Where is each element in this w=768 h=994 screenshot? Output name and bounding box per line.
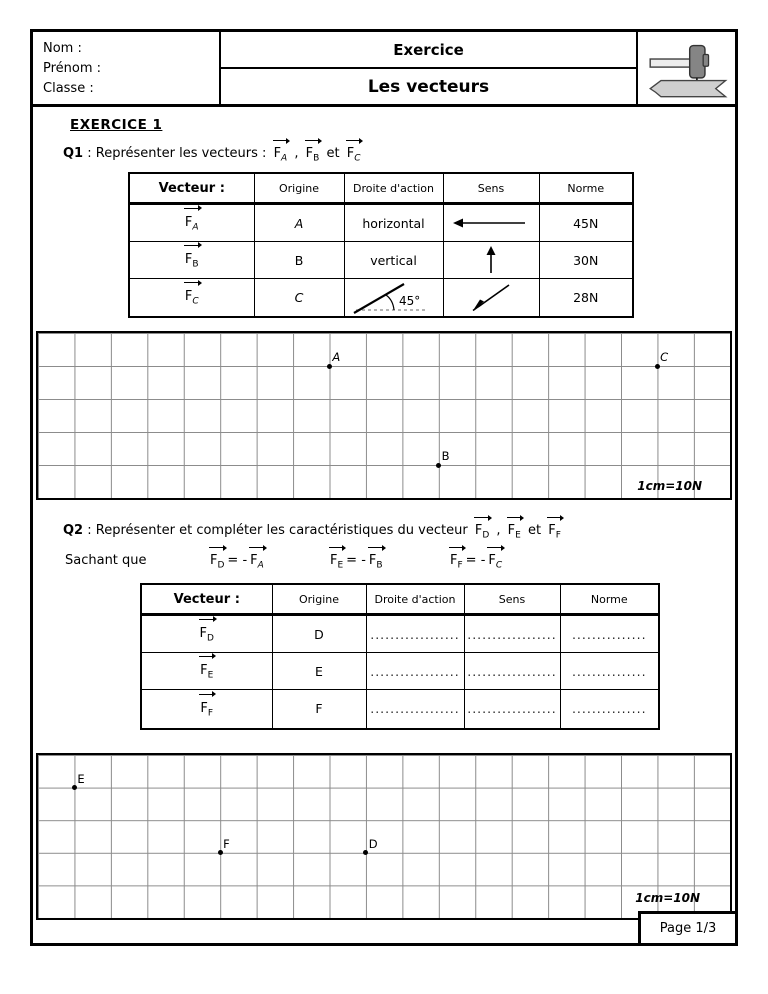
equals-minus: = - [465,553,486,568]
point-dot [327,364,332,369]
logo-cell [638,32,735,104]
exercise-title: EXERCICE 1 [70,117,163,133]
vector-FB: $F_B$ [183,251,201,270]
vector-arrow-icon [199,694,213,695]
vector-FB: $F_B$ [367,553,385,571]
point-label: E [77,771,85,786]
separator: , [496,523,501,538]
sens-blank: .................. [464,615,560,653]
page-number: Page 1/3 [659,921,717,936]
vector-FE: $F_E$ [506,523,523,541]
point-label: A [332,350,341,364]
q2-text: : Représenter et compléter les caractéristiques du vecteur [87,523,468,538]
droite-blank: .................. [366,615,464,653]
vector-FA: $F_A$ [272,146,290,164]
arrow-down-left-icon [469,281,513,313]
col-header-vecteur: Vecteur : [129,173,254,204]
separator: et [527,523,542,538]
droite-value: vertical [344,242,443,279]
equals-minus: = - [227,553,248,568]
col-header-norme: Norme [560,584,659,615]
norme-value: 30N [539,242,633,279]
origine-value: C [254,279,344,317]
vector-arrow-icon [209,547,224,548]
origine-value: F [272,690,366,729]
vector-FD: $F_D$ [198,625,216,644]
droite-value: horizontal [344,204,443,242]
point-dot [655,364,660,369]
point-dot [72,785,77,790]
machine-tool-icon [643,35,731,101]
table-row-FF [141,690,659,729]
table-header-row [141,584,659,615]
vector-arrow-icon [449,547,463,548]
q1-answer-grid [36,331,732,500]
vector-FD: $F_D$ [208,553,226,571]
q1-text: : Représenter les vecteurs : [87,146,267,161]
vector-FF: $F_F$ [546,523,563,541]
title-cell [221,32,638,104]
vector-arrow-icon [487,547,502,548]
arrow-up-icon [484,245,498,275]
q2-table [140,583,660,730]
vector-arrow-icon [273,140,288,141]
arrow-left-icon [451,216,531,230]
vector-arrow-icon [199,619,214,620]
vector-FC: $F_C$ [486,553,504,571]
vector-FA: $F_A$ [183,214,201,233]
name-label: Nom : [43,41,82,56]
vector-arrow-icon [249,547,264,548]
norme-value: 45N [539,204,633,242]
col-header-droite: Droite d'action [344,173,443,204]
col-header-norme: Norme [539,173,633,204]
point-label: D [368,836,378,851]
table-row-FB [129,242,633,279]
worksheet-page [30,29,738,946]
vector-arrow-icon [474,517,489,518]
vector-FE: $F_E$ [328,553,345,571]
q1-table [128,172,634,318]
vector-arrow-icon [507,517,521,518]
table-header-row [129,173,633,204]
class-label: Classe : [43,81,94,96]
page-title: Les vecteurs [367,76,490,97]
q2-label: Q2 [63,523,84,538]
student-info-cell [33,32,221,104]
table-row-FE [141,653,659,690]
sens-cell [443,279,539,317]
vector-FC: $F_C$ [183,288,201,307]
col-header-vecteur: Vecteur : [141,584,272,615]
vector-FF: $F_F$ [448,553,465,571]
header [30,29,738,107]
droite-cell [344,279,443,317]
scale-label: 1cm=10N [635,891,700,905]
table-row-FD [141,615,659,653]
q2-answer-grid [36,753,732,920]
svg-text:45°: 45° [399,294,421,309]
point-label: C [660,350,669,364]
vector-FE: $F_E$ [198,662,215,681]
vector-arrow-icon [346,140,361,141]
origine-value: D [272,615,366,653]
page-number-box [638,911,738,946]
vector-FF: $F_F$ [198,700,215,719]
vector-FB: $F_B$ [304,146,322,164]
vector-arrow-icon [199,656,213,657]
point-dot [436,463,441,468]
separator: , [294,146,299,161]
sachant-label: Sachant que [65,553,147,568]
vector-arrow-icon [547,517,561,518]
sens-cell [443,204,539,242]
scale-label: 1cm=10N [637,479,702,493]
relation-FF [447,553,505,571]
point-label: F [223,836,230,851]
norme-blank: ............... [560,690,659,729]
col-header-droite: Droite d'action [366,584,464,615]
table-row-FC [129,279,633,317]
col-header-sens: Sens [443,173,539,204]
vector-arrow-icon [329,547,343,548]
table-row-FA [129,204,633,242]
vector-FA: $F_A$ [248,553,266,571]
norme-value: 28N [539,279,633,317]
vector-arrow-icon [305,140,320,141]
droite-blank: .................. [366,690,464,729]
point-label: B [441,449,450,463]
q1-label: Q1 [63,146,84,161]
norme-blank: ............... [560,615,659,653]
relation-FE [327,553,386,571]
norme-blank: ............... [560,653,659,690]
q1-instruction [63,146,363,164]
droite-blank: .................. [366,653,464,690]
point-dot [218,850,223,855]
vector-arrow-icon [184,208,199,209]
angle-45-diagram-icon [346,279,441,315]
vector-arrow-icon [368,547,383,548]
q2-instruction [63,523,564,541]
vector-arrow-icon [184,245,199,246]
relation-FD [207,553,267,571]
vector-FC: $F_C$ [345,146,363,164]
point-dot [363,850,368,855]
firstname-label: Prénom : [43,61,102,76]
document-type-title: Exercice [221,32,636,69]
sachant-que-line [65,553,503,571]
sens-blank: .................. [464,690,560,729]
sens-blank: .................. [464,653,560,690]
origine-value: A [254,204,344,242]
equals-minus: = - [346,553,366,568]
vector-FD: $F_D$ [473,523,491,541]
col-header-origine: Origine [272,584,366,615]
origine-value: B [254,242,344,279]
vector-arrow-icon [184,282,199,283]
col-header-origine: Origine [254,173,344,204]
sens-cell [443,242,539,279]
col-header-sens: Sens [464,584,560,615]
separator: et [326,146,340,161]
origine-value: E [272,653,366,690]
